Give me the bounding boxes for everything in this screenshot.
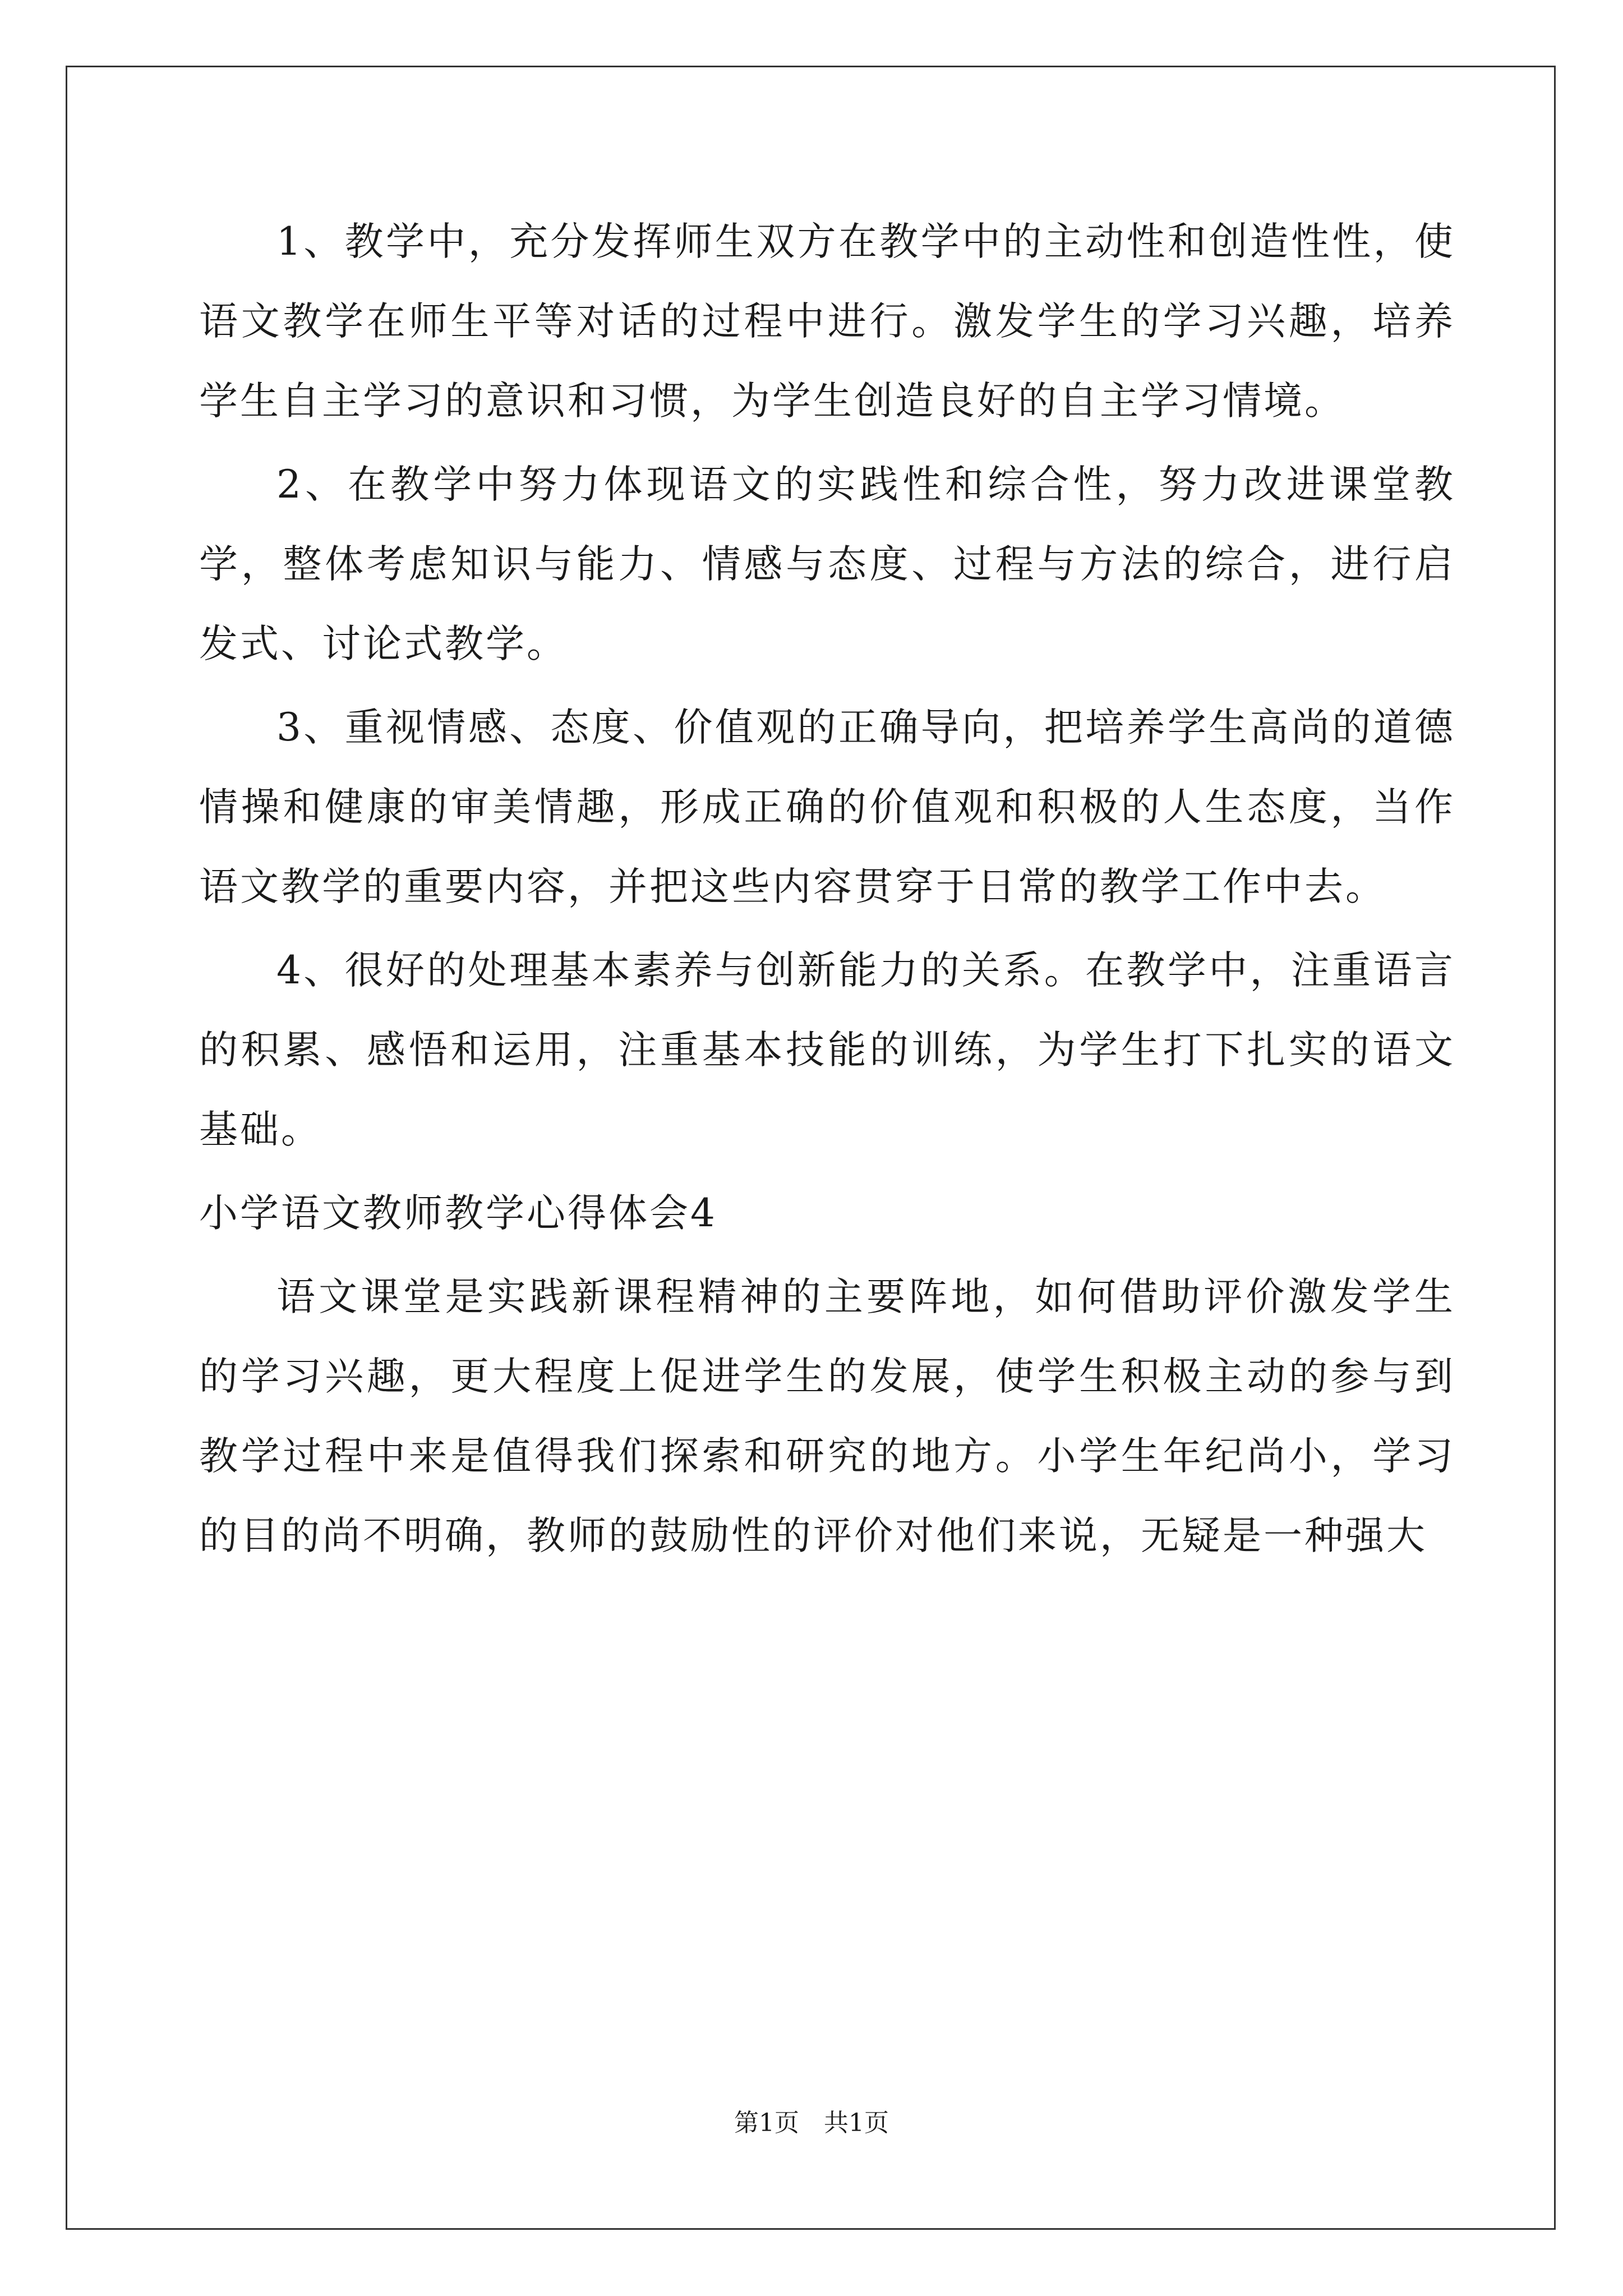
section-heading: 小学语文教师教学心得体会4	[199, 1191, 717, 1236]
page-footer	[0, 2106, 1623, 2140]
paragraph-1: 1、教学中，充分发挥师生双方在教学中的主动性和创造性性，使语文教学在师生平等对话的过程中进行。激发学生的学习兴趣，培养学生自主学习的意识和习惯，为学生创造良好的自主学习情境。	[199, 219, 1455, 424]
paragraph-2: 2、在教学中努力体现语文的实践性和综合性，努力改进课堂教学，整体考虑知识与能力、情感与态度、过程与方法的综合，进行启发式、讨论式教学。	[199, 462, 1455, 666]
paragraph-4: 4、很好的处理基本素养与创新能力的关系。在教学中，注重语言的积累、感悟和运用，注重基本技能的训练，为学生打下扎实的语文基础。	[199, 948, 1455, 1152]
document-body	[199, 202, 1455, 1580]
paragraph-3: 3、重视情感、态度、价值观的正确导向，把培养学生高尚的道德情操和健康的审美情趣，形成正确的价值观和积极的人生态度，当作语文教学的重要内容，并把这些内容贯穿于日常的教学工作中去。	[199, 705, 1455, 909]
page-total: 共1页	[824, 2109, 889, 2137]
page-number: 第1页	[734, 2109, 799, 2137]
section-paragraph-1: 语文课堂是实践新课程精神的主要阵地，如何借助评价激发学生的学习兴趣，更大程度上促进学生的发展，使学生积极主动的参与到教学过程中来是值得我们探索和研究的地方。小学生年纪尚小，学习的目的尚不明确，教师的鼓励性的评价对他们来说，无疑是一种强大	[199, 1274, 1455, 1558]
